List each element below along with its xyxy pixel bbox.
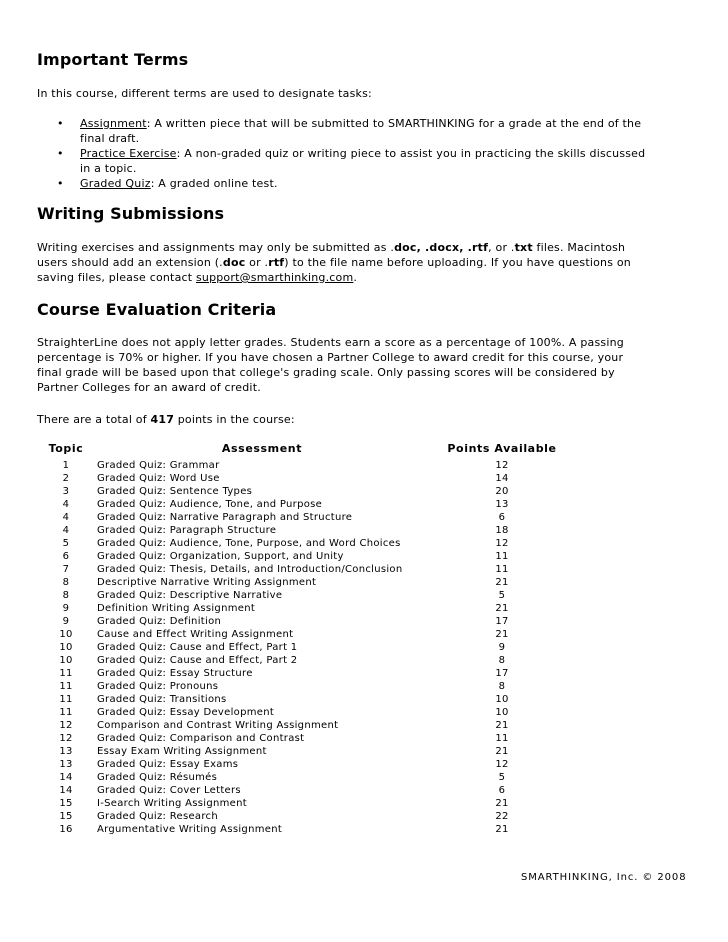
points-cell: 21: [495, 746, 509, 757]
topic-cell: 10: [59, 655, 73, 666]
table-row: [37, 680, 577, 693]
term-label: Assignment: [80, 117, 147, 130]
topic-column-header: Topic: [48, 442, 84, 455]
topic-cell: 11: [59, 707, 73, 718]
points-cell: 11: [495, 733, 509, 744]
points-cell: 12: [495, 460, 509, 471]
table-row: [37, 641, 577, 654]
topic-cell: 13: [59, 746, 73, 757]
topic-cell: 8: [62, 577, 70, 588]
points-cell: 8: [498, 681, 506, 692]
topic-cell: 4: [62, 512, 70, 523]
points-cell: 18: [495, 525, 509, 536]
term-item-practice-exercise: [37, 146, 657, 176]
assessment-cell: Cause and Effect Writing Assignment: [97, 629, 294, 640]
table-header-row: [37, 441, 577, 459]
term-item-graded-quiz: [37, 176, 657, 191]
support-email-link[interactable]: support@smarthinking.com: [195, 271, 354, 284]
text-run: files. Macintosh users should add an extension (.: [37, 241, 626, 269]
assessment-cell: Graded Quiz: Cover Letters: [97, 785, 241, 796]
table-row: [37, 563, 577, 576]
assessment-cell: Graded Quiz: Pronouns: [97, 681, 219, 692]
points-cell: 5: [498, 772, 506, 783]
topic-cell: 9: [62, 603, 70, 614]
assessment-cell: Graded Quiz: Essay Exams: [97, 759, 239, 770]
assessment-cell: Graded Quiz: Paragraph Structure: [97, 525, 277, 536]
file-extension-txt: txt: [514, 241, 533, 254]
table-row: [37, 498, 577, 511]
total-points-value: 417: [150, 413, 175, 426]
points-cell: 12: [495, 759, 509, 770]
points-cell: 12: [495, 538, 509, 549]
points-cell: 20: [495, 486, 509, 497]
table-row: [37, 485, 577, 498]
text-run: , or .: [488, 241, 515, 254]
terms-intro: In this course, different terms are used to designate tasks:: [37, 87, 372, 100]
table-row: [37, 797, 577, 810]
points-cell: 11: [495, 551, 509, 562]
table-body: [37, 459, 577, 836]
topic-cell: 4: [62, 499, 70, 510]
text-run: Writing exercises and assignments may only be submitted as .: [37, 241, 395, 254]
topic-cell: 8: [62, 590, 70, 601]
table-row: [37, 589, 577, 602]
assessment-cell: Graded Quiz: Essay Structure: [97, 668, 253, 679]
assessment-cell: Graded Quiz: Descriptive Narrative: [97, 590, 283, 601]
points-cell: 6: [498, 785, 506, 796]
points-cell: 17: [495, 668, 509, 679]
table-row: [37, 628, 577, 641]
term-description: : A written piece that will be submitted to SMARTHINKING for a grade at the end of the final draft.: [80, 117, 642, 145]
table-row: [37, 472, 577, 485]
assessment-cell: Graded Quiz: Thesis, Details, and Introduction/Conclusion: [97, 564, 403, 575]
topic-cell: 12: [59, 720, 73, 731]
points-cell: 21: [495, 798, 509, 809]
topic-cell: 9: [62, 616, 70, 627]
assessment-cell: Graded Quiz: Narrative Paragraph and Structure: [97, 512, 353, 523]
topic-cell: 16: [59, 824, 73, 835]
term-description: : A graded online test.: [150, 177, 278, 190]
table-row: [37, 758, 577, 771]
text-run: There are a total of: [37, 413, 151, 426]
table-row: [37, 719, 577, 732]
points-cell: 10: [495, 707, 509, 718]
assessment-cell: Graded Quiz: Comparison and Contrast: [97, 733, 305, 744]
topic-cell: 3: [62, 486, 70, 497]
topic-cell: 5: [62, 538, 70, 549]
topic-cell: 13: [59, 759, 73, 770]
assessment-cell: Graded Quiz: Sentence Types: [97, 486, 253, 497]
table-row: [37, 810, 577, 823]
assessment-cell: Graded Quiz: Cause and Effect, Part 2: [97, 655, 298, 666]
table-row: [37, 732, 577, 745]
topic-cell: 10: [59, 629, 73, 640]
term-item-assignment: [37, 116, 657, 146]
assessment-cell: Graded Quiz: Grammar: [97, 460, 220, 471]
file-extension-rtf: rtf: [268, 256, 285, 269]
submissions-paragraph: [37, 240, 637, 285]
table-row: [37, 576, 577, 589]
course-evaluation-heading: Course Evaluation Criteria: [37, 300, 277, 319]
table-row: [37, 706, 577, 719]
file-extension-doc: doc: [222, 256, 246, 269]
assessment-cell: Graded Quiz: Word Use: [97, 473, 220, 484]
assessment-cell: Definition Writing Assignment: [97, 603, 256, 614]
table-row: [37, 550, 577, 563]
assessment-cell: Graded Quiz: Organization, Support, and Unity: [97, 551, 344, 562]
topic-cell: 11: [59, 668, 73, 679]
assessment-cell: Graded Quiz: Audience, Tone, Purpose, and Word Choices: [97, 538, 401, 549]
table-row: [37, 615, 577, 628]
topic-cell: 11: [59, 681, 73, 692]
file-extensions: doc, .docx, .rtf: [394, 241, 489, 254]
topic-cell: 7: [62, 564, 70, 575]
topic-cell: 6: [62, 551, 70, 562]
points-cell: 21: [495, 603, 509, 614]
assessment-cell: Argumentative Writing Assignment: [97, 824, 283, 835]
assessment-cell: I-Search Writing Assignment: [97, 798, 247, 809]
assessment-cell: Graded Quiz: Résumés: [97, 772, 218, 783]
important-terms-heading: Important Terms: [37, 50, 189, 69]
table-row: [37, 524, 577, 537]
assessment-cell: Comparison and Contrast Writing Assignment: [97, 720, 339, 731]
points-cell: 14: [495, 473, 509, 484]
assessment-cell: Essay Exam Writing Assignment: [97, 746, 267, 757]
table-row: [37, 537, 577, 550]
topic-cell: 14: [59, 785, 73, 796]
assessment-cell: Graded Quiz: Research: [97, 811, 218, 822]
writing-submissions-heading: Writing Submissions: [37, 204, 225, 223]
topic-cell: 10: [59, 642, 73, 653]
terms-list: [37, 116, 657, 191]
points-cell: 21: [495, 720, 509, 731]
text-run: ) to the file name before uploading. If you have questions on saving files, please contact: [37, 256, 631, 284]
text-run: or .: [245, 256, 269, 269]
table-row: [37, 745, 577, 758]
points-cell: 17: [495, 616, 509, 627]
term-label: Practice Exercise: [80, 147, 177, 160]
term-label: Graded Quiz: [80, 177, 151, 190]
points-cell: 21: [495, 577, 509, 588]
bullet-icon: •: [57, 117, 64, 130]
criteria-paragraph: StraighterLine does not apply letter grades. Students earn a score as a percentage of 100%. A passing percentage is 70% or higher. If you have chosen a Partner College to award credit for this course, your final grade will be based upon that college's grading scale. Only passing scores will be considered by Partner Colleges for an award of credit.: [37, 336, 624, 394]
table-row: [37, 771, 577, 784]
copyright-footer: SMARTHINKING, Inc. © 2008: [521, 872, 687, 883]
points-cell: 10: [495, 694, 509, 705]
table-row: [37, 602, 577, 615]
table-row: [37, 511, 577, 524]
topic-cell: 4: [62, 525, 70, 536]
text-run: .: [353, 271, 358, 284]
total-points-line: [37, 412, 647, 427]
topic-cell: 1: [62, 460, 70, 471]
points-cell: 21: [495, 824, 509, 835]
points-cell: 8: [498, 655, 506, 666]
points-cell: 9: [498, 642, 506, 653]
assessment-cell: Graded Quiz: Transitions: [97, 694, 227, 705]
assessment-cell: Graded Quiz: Audience, Tone, and Purpose: [97, 499, 323, 510]
bullet-icon: •: [57, 147, 64, 160]
topic-cell: 15: [59, 798, 73, 809]
topic-cell: 2: [62, 473, 70, 484]
assessment-cell: Descriptive Narrative Writing Assignment: [97, 577, 317, 588]
points-cell: 11: [495, 564, 509, 575]
assessment-cell: Graded Quiz: Essay Development: [97, 707, 275, 718]
table-row: [37, 823, 577, 836]
text-run: points in the course:: [174, 413, 295, 426]
bullet-icon: •: [57, 177, 64, 190]
table-row: [37, 654, 577, 667]
points-cell: 6: [498, 512, 506, 523]
topic-cell: 11: [59, 694, 73, 705]
topic-cell: 12: [59, 733, 73, 744]
assessment-table: [37, 441, 577, 836]
table-row: [37, 667, 577, 680]
topic-cell: 15: [59, 811, 73, 822]
table-row: [37, 784, 577, 797]
points-cell: 22: [495, 811, 509, 822]
table-row: [37, 459, 577, 472]
table-row: [37, 693, 577, 706]
points-cell: 13: [495, 499, 509, 510]
assessment-cell: Graded Quiz: Cause and Effect, Part 1: [97, 642, 298, 653]
term-description: : A non-graded quiz or writing piece to assist you in practicing the skills discussed in a topic.: [80, 147, 646, 175]
points-column-header: Points Available: [447, 442, 557, 455]
assessment-cell: Graded Quiz: Definition: [97, 616, 222, 627]
points-cell: 21: [495, 629, 509, 640]
points-cell: 5: [498, 590, 506, 601]
topic-cell: 14: [59, 772, 73, 783]
assessment-column-header: Assessment: [221, 442, 303, 455]
